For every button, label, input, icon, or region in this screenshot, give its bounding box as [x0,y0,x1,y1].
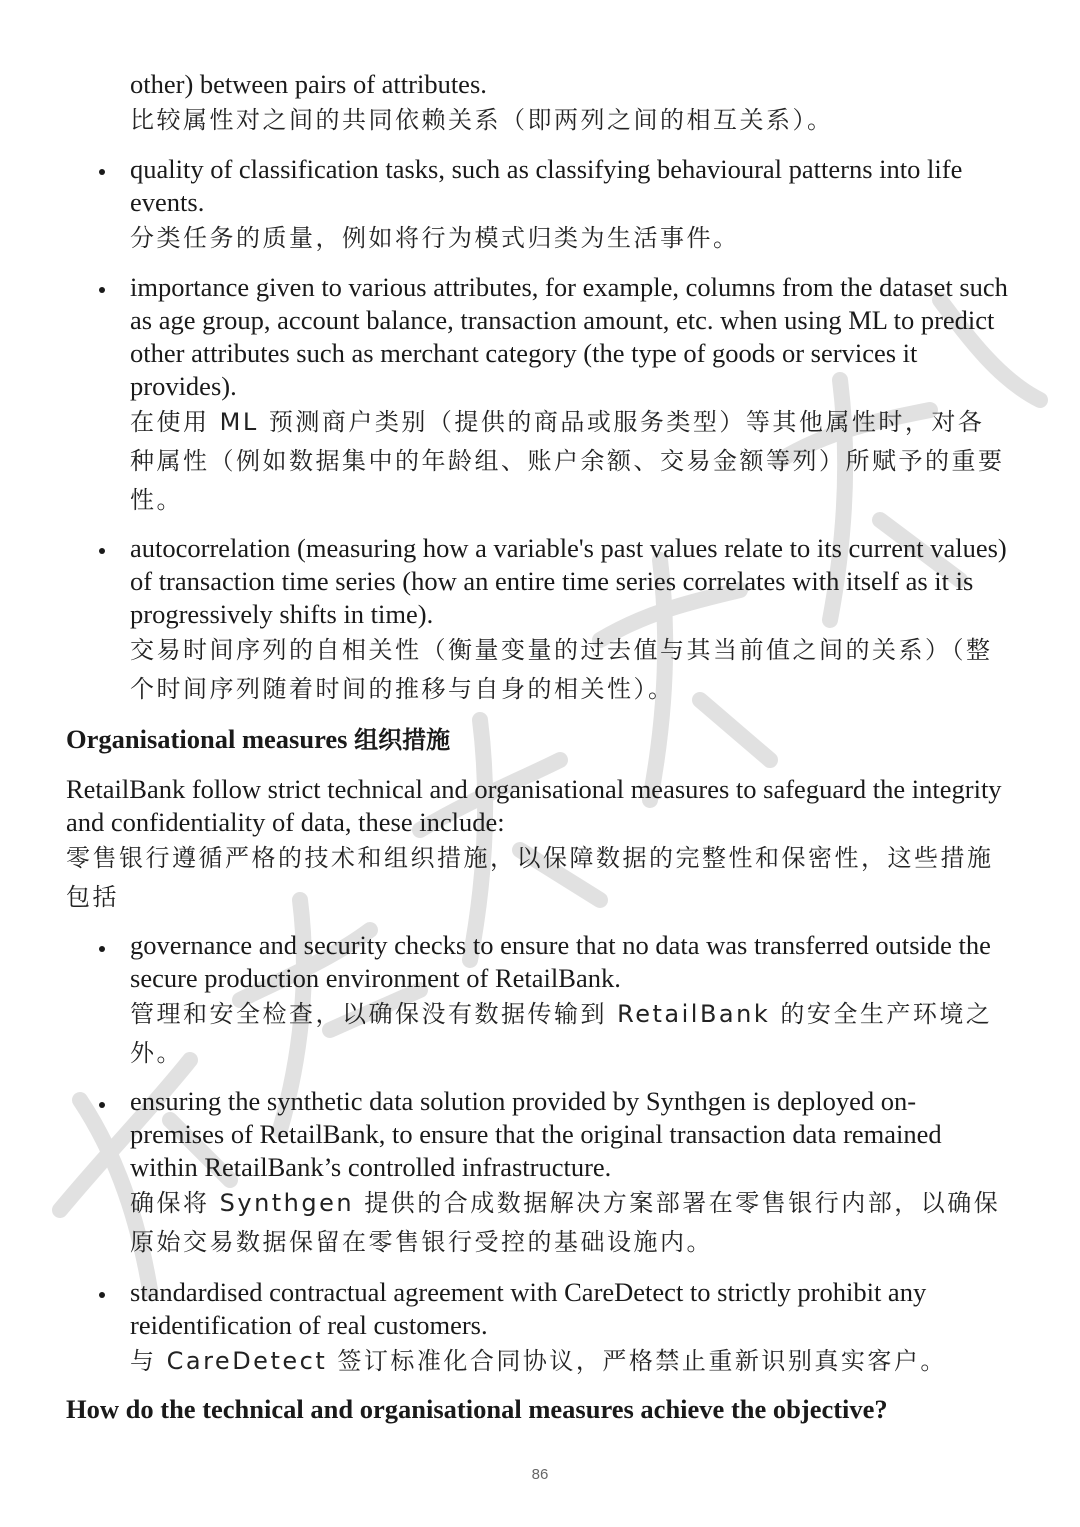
item-en-text: quality of classification tasks, such as classifying behavioural patterns into life events. [130,154,963,217]
item-en-text: ensuring the synthetic data solution provided by Synthgen is deployed on-premises of RetailBank, to ensure that the original transaction data remained within RetailBank’s controlled infrastructure. [130,1086,942,1182]
section-heading [66,1393,888,1426]
list-item [130,271,1010,520]
intro-zh-text: 零售银行遵循严格的技术和组织措施，以保障数据的完整性和保密性，这些措施包括 [66,844,994,911]
page-number: 86 [531,1466,549,1483]
bullet-icon [96,1289,108,1301]
bullet-icon [96,1099,108,1111]
item-en-text: standardised contractual agreement with CareDetect to strictly prohibit any reidentification of real customers. [130,1277,927,1340]
section-heading-en: Organisational measures [66,724,348,754]
bullet-icon [96,943,108,955]
bullet-icon [96,545,108,557]
item-zh-text: 与 CareDetect 签订标准化合同协议，严格禁止重新识别真实客户。 [130,1347,947,1375]
section-heading-zh: 组织措施 [354,726,451,754]
item-zh-text: 管理和安全检查，以确保没有数据传输到 RetailBank 的安全生产环境之外。 [130,1000,993,1067]
item-en-text: autocorrelation (measuring how a variable's past values relate to its current values) of transaction time series (how an entire time series correlates with itself as it is progressively shifts in time). [130,533,1007,629]
section-heading-en: How do the technical and organisational measures achieve the objective? [66,1394,888,1424]
list-item [130,532,1010,709]
item-zh-text: 分类任务的质量，例如将行为模式归类为生活事件。 [130,224,740,252]
item-zh-text: 交易时间序列的自相关性（衡量变量的过去值与其当前值之间的关系）（整个时间序列随着时间的推移与自身的相关性）。 [130,636,993,703]
item-en-text: governance and security checks to ensure that no data was transferred outside the secure production environment of RetailBank. [130,930,991,993]
intro-en-text: RetailBank follow strict technical and organisational measures to safeguard the integrity and confidentiality of data, these include: [66,774,1002,837]
bullet-icon [96,166,108,178]
item-zh-text: 在使用 ML 预测商户类别（提供的商品或服务类型）等其他属性时，对各种属性（例如数据集中的年龄组、账户余额、交易金额等列）所赋予的重要性。 [130,408,1005,514]
item-en-text: other) between pairs of attributes. [130,69,487,99]
section-heading [66,723,450,757]
bullet-icon [96,284,108,296]
section-intro [66,773,1006,917]
list-item [130,153,1010,258]
list-item-continued [130,68,1010,140]
item-zh-text: 确保将 Synthgen 提供的合成数据解决方案部署在零售银行内部，以确保原始交易数据保留在零售银行受控的基础设施内。 [130,1189,1001,1256]
list-item [130,1085,1010,1262]
list-item [130,1276,1010,1381]
list-item [130,929,1010,1073]
item-zh-text: 比较属性对之间的共同依赖关系（即两列之间的相互关系）。 [130,106,834,134]
item-en-text: importance given to various attributes, for example, columns from the dataset such as age group, account balance, transaction amount, etc. when using ML to predict other attributes such as merchant category (the type of goods or services it provides). [130,272,1008,401]
